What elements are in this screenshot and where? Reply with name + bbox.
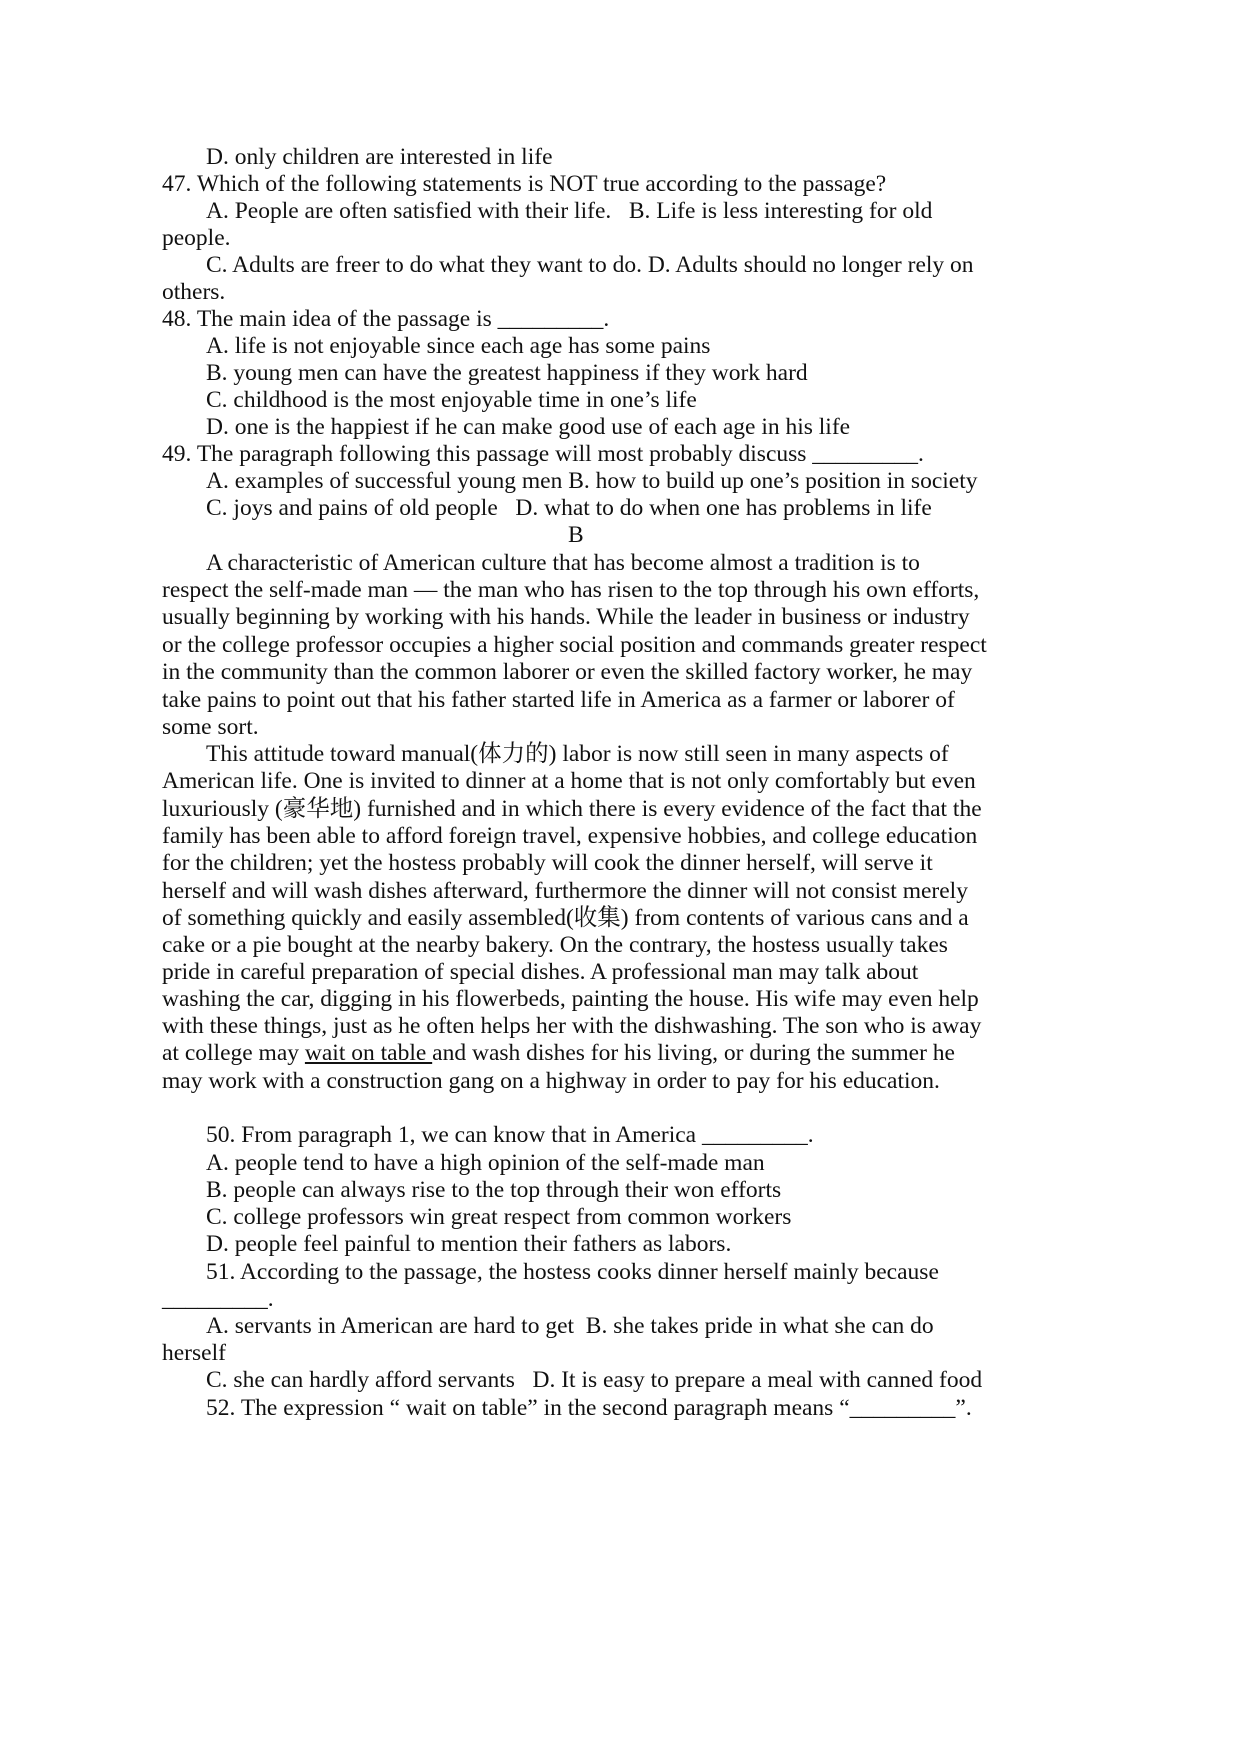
passage-p1-line: A characteristic of American culture that has become almost a tradition is to xyxy=(206,550,920,576)
q47-options-cd: C. Adults are freer to do what they want to do. D. Adults should no longer rely on xyxy=(206,252,974,278)
q50-option-c: C. college professors win great respect from common workers xyxy=(206,1204,792,1230)
underlined-phrase: wait on table xyxy=(304,1040,433,1066)
passage-p2-line: of something quickly and easily assembled(收集) from contents of various cans and a xyxy=(162,905,969,931)
q51-stem: 51. According to the passage, the hostess cooks dinner herself mainly because xyxy=(206,1259,939,1285)
passage-p1-line: respect the self-made man — the man who has risen to the top through his own efforts, xyxy=(162,577,980,603)
q50-option-d: D. people feel painful to mention their fathers as labors. xyxy=(206,1231,732,1257)
q51-options-cd: C. she can hardly afford servants D. It is easy to prepare a meal with canned food xyxy=(206,1367,983,1393)
q51-stem-blank: _________. xyxy=(162,1286,274,1312)
passage-p1-line: some sort. xyxy=(162,714,259,740)
passage-p2-line: herself and will wash dishes afterward, furthermore the dinner will not consist merely xyxy=(162,878,968,904)
q51-options-ab: A. servants in American are hard to get B. she takes pride in what she can do xyxy=(206,1313,934,1339)
q47-options-cd-cont: others. xyxy=(162,279,226,305)
q47-stem: 47. Which of the following statements is NOT true according to the passage? xyxy=(162,171,887,197)
q49-options-cd: C. joys and pains of old people D. what to do when one has problems in life xyxy=(206,495,932,521)
q49-stem: 49. The paragraph following this passage will most probably discuss _________. xyxy=(162,441,924,467)
q47-options-ab: A. People are often satisfied with their life. B. Life is less interesting for old xyxy=(206,198,933,224)
q48-option-a: A. life is not enjoyable since each age has some pains xyxy=(206,333,711,359)
passage-text: at college may xyxy=(162,1040,305,1066)
q47-options-ab-cont: people. xyxy=(162,225,231,251)
q52-stem: 52. The expression “ wait on table” in the second paragraph means “_________”. xyxy=(206,1395,972,1421)
passage-text: and wash dishes for his living, or during the summer he xyxy=(432,1040,955,1066)
q51-options-ab-cont: herself xyxy=(162,1340,226,1366)
q48-option-b: B. young men can have the greatest happiness if they work hard xyxy=(206,360,808,386)
passage-p2-line: with these things, just as he often helps her with the dishwashing. The son who is away xyxy=(162,1013,982,1039)
passage-p1-line: usually beginning by working with his hands. While the leader in business or industry xyxy=(162,604,970,630)
passage-p2-line: pride in careful preparation of special dishes. A professional man may talk about xyxy=(162,959,919,985)
section-b-heading: B xyxy=(568,522,584,548)
passage-p1-line: in the community than the common laborer or even the skilled factory worker, he may xyxy=(162,659,973,685)
passage-p2-line: washing the car, digging in his flowerbeds, painting the house. His wife may even help xyxy=(162,986,979,1012)
passage-p1-line: take pains to point out that his father started life in America as a farmer or laborer of xyxy=(162,687,955,713)
q49-options-ab: A. examples of successful young men B. how to build up one’s position in society xyxy=(206,468,978,494)
q50-stem: 50. From paragraph 1, we can know that in America _________. xyxy=(206,1122,814,1148)
passage-p1-line: or the college professor occupies a higher social position and commands greater respect xyxy=(162,632,987,658)
q50-option-b: B. people can always rise to the top through their won efforts xyxy=(206,1177,782,1203)
passage-p2-line: for the children; yet the hostess probably will cook the dinner herself, will serve it xyxy=(162,850,933,876)
q50-option-a: A. people tend to have a high opinion of the self-made man xyxy=(206,1150,765,1176)
passage-p2-line: may work with a construction gang on a highway in order to pay for his education. xyxy=(162,1068,940,1094)
passage-p2-line: luxuriously (豪华地) furnished and in which there is every evidence of the fact that the xyxy=(162,796,982,822)
passage-p2-line: family has been able to afford foreign travel, expensive hobbies, and college education xyxy=(162,823,978,849)
passage-p2-line: American life. One is invited to dinner at a home that is not only comfortably but even xyxy=(162,768,976,794)
q46-option-d: D. only children are interested in life xyxy=(206,144,553,170)
passage-p2-line: cake or a pie bought at the nearby bakery. On the contrary, the hostess usually takes xyxy=(162,932,948,958)
passage-p2-line: This attitude toward manual(体力的) labor is now still seen in many aspects of xyxy=(206,741,949,767)
q48-stem: 48. The main idea of the passage is _________. xyxy=(162,306,610,332)
q48-option-c: C. childhood is the most enjoyable time in one’s life xyxy=(206,387,697,413)
q48-option-d: D. one is the happiest if he can make good use of each age in his life xyxy=(206,414,851,440)
passage-p2-line-underlined xyxy=(162,1038,955,1068)
